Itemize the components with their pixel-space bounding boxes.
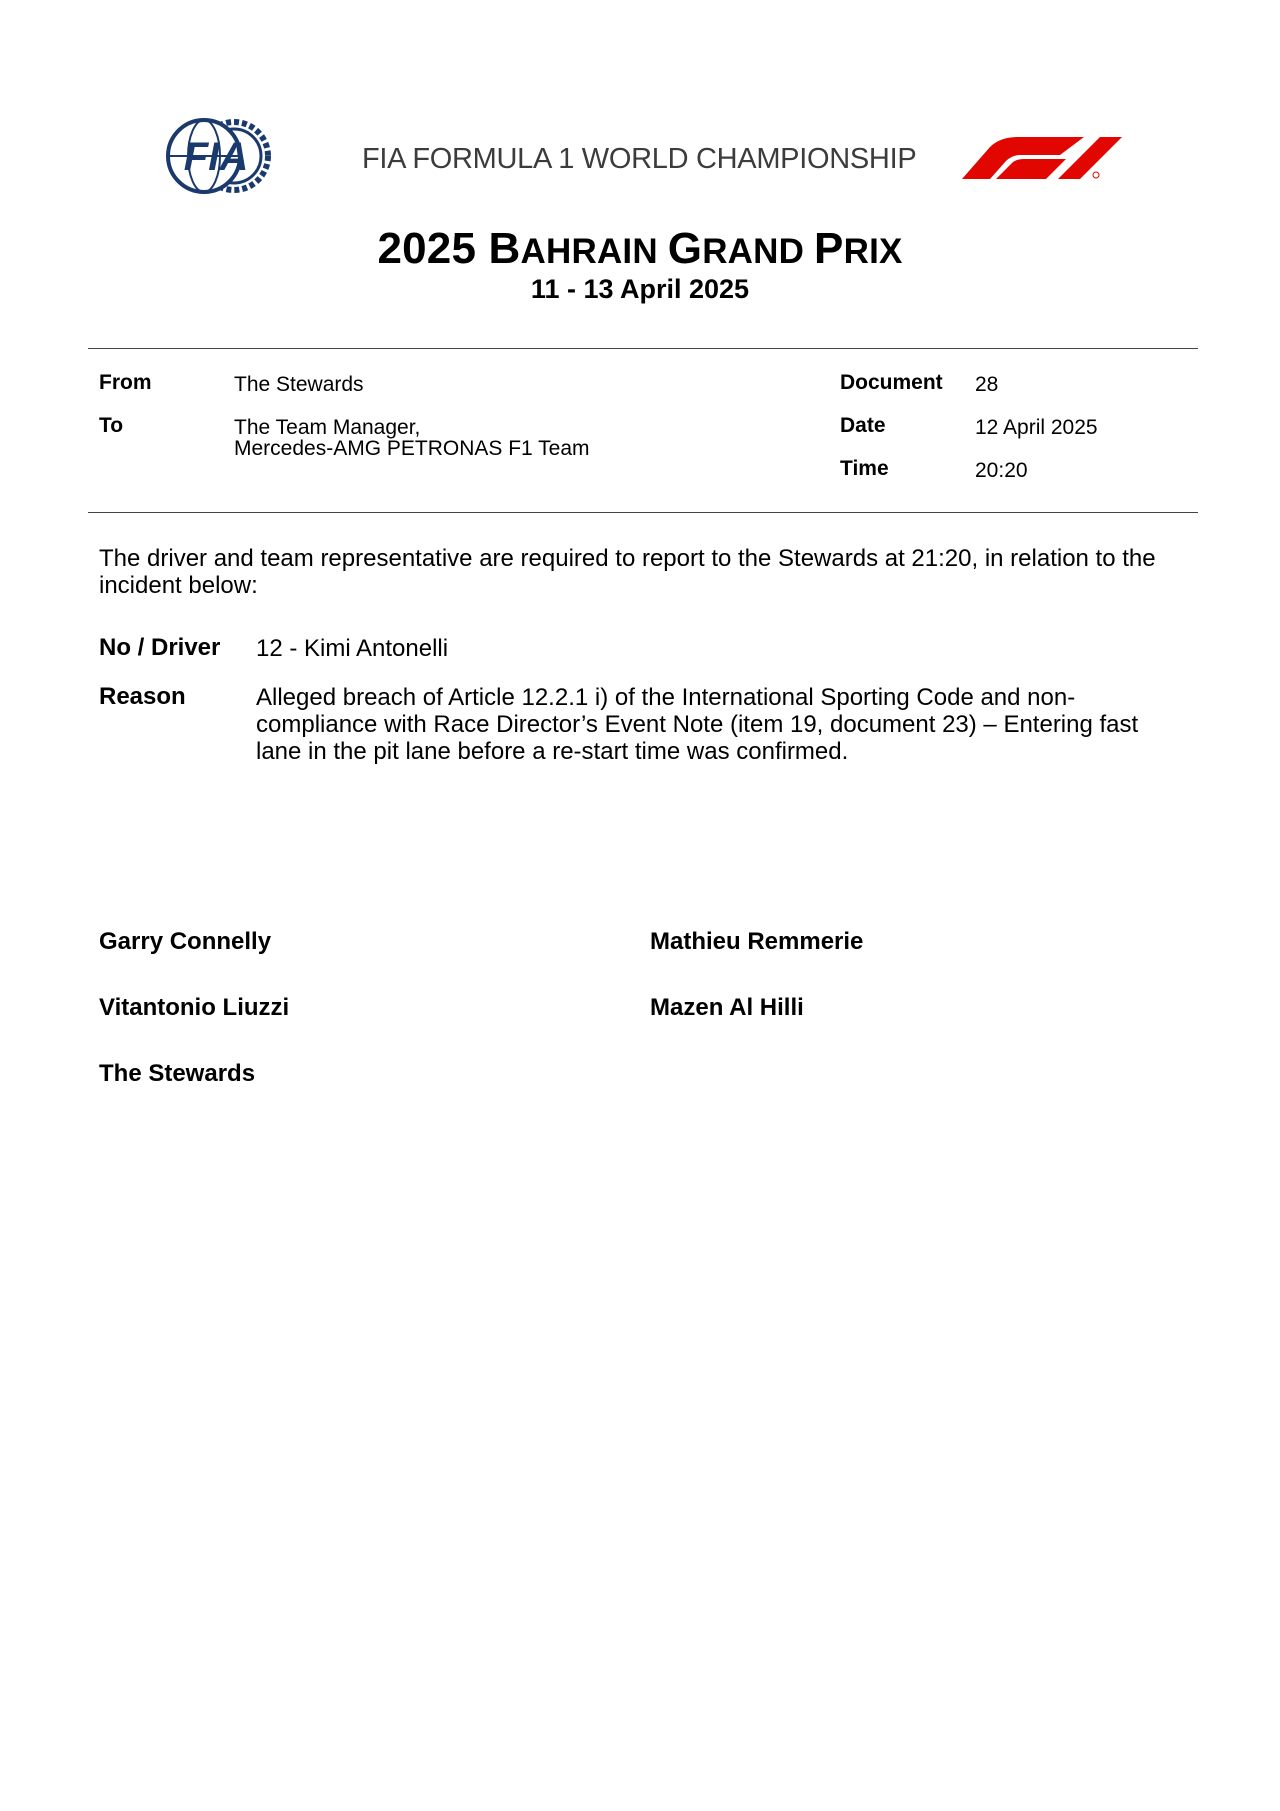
driver-label: No / Driver bbox=[99, 634, 221, 661]
fia-logo bbox=[164, 118, 274, 198]
reason-line: lane in the pit lane before a re-start time was confirmed. bbox=[256, 738, 849, 765]
to-value-line1: The Team Manager, bbox=[234, 416, 421, 439]
steward-name: Vitantonio Liuzzi bbox=[99, 994, 290, 1021]
f1-logo-icon bbox=[962, 135, 1122, 181]
header-divider-bottom bbox=[88, 512, 1198, 513]
summons-intro: The driver and team representative are required to report to the Stewards at 21:20, in relation to the incident below: bbox=[99, 545, 1156, 599]
document-label: Document bbox=[840, 371, 943, 394]
reason-text bbox=[256, 684, 1176, 765]
steward-name: Mathieu Remmerie bbox=[650, 928, 864, 955]
event-title-word-rest: RAND bbox=[702, 232, 815, 271]
championship-title: FIA FORMULA 1 WORLD CHAMPIONSHIP bbox=[362, 143, 917, 175]
steward-name: Mazen Al Hilli bbox=[650, 994, 804, 1021]
time-value: 20:20 bbox=[975, 459, 1028, 482]
fia-logo-text: FIA bbox=[183, 135, 249, 179]
reason-label: Reason bbox=[99, 683, 186, 710]
steward-name: Garry Connelly bbox=[99, 928, 272, 955]
header-divider-top bbox=[88, 348, 1198, 349]
event-title-word-rest: RIX bbox=[843, 232, 903, 271]
to-value-line2: Mercedes-AMG PETRONAS F1 Team bbox=[234, 437, 590, 460]
date-value: 12 April 2025 bbox=[975, 416, 1098, 439]
event-title-word-initial: B bbox=[488, 224, 521, 273]
event-title-word-initial: P bbox=[814, 224, 844, 273]
from-label: From bbox=[99, 371, 152, 394]
event-title-word-initial: G bbox=[667, 224, 703, 273]
document-number: 28 bbox=[975, 373, 999, 396]
time-label: Time bbox=[840, 457, 889, 480]
event-title-year: 2025 bbox=[377, 224, 489, 273]
driver-value: 12 - Kimi Antonelli bbox=[256, 635, 449, 662]
date-label: Date bbox=[840, 414, 886, 437]
reason-line: Alleged breach of Article 12.2.1 i) of the International Sporting Code and non- bbox=[256, 684, 1076, 711]
event-dates: 11 - 13 April 2025 bbox=[530, 274, 750, 304]
reason-line: compliance with Race Director’s Event Note (item 19, document 23) – Entering fast bbox=[256, 711, 1139, 738]
event-title bbox=[0, 224, 1280, 274]
to-label: To bbox=[99, 414, 124, 437]
event-title-word-rest: AHRAIN bbox=[520, 232, 668, 271]
stewards-signoff: The Stewards bbox=[99, 1060, 256, 1087]
from-value: The Stewards bbox=[234, 373, 364, 396]
